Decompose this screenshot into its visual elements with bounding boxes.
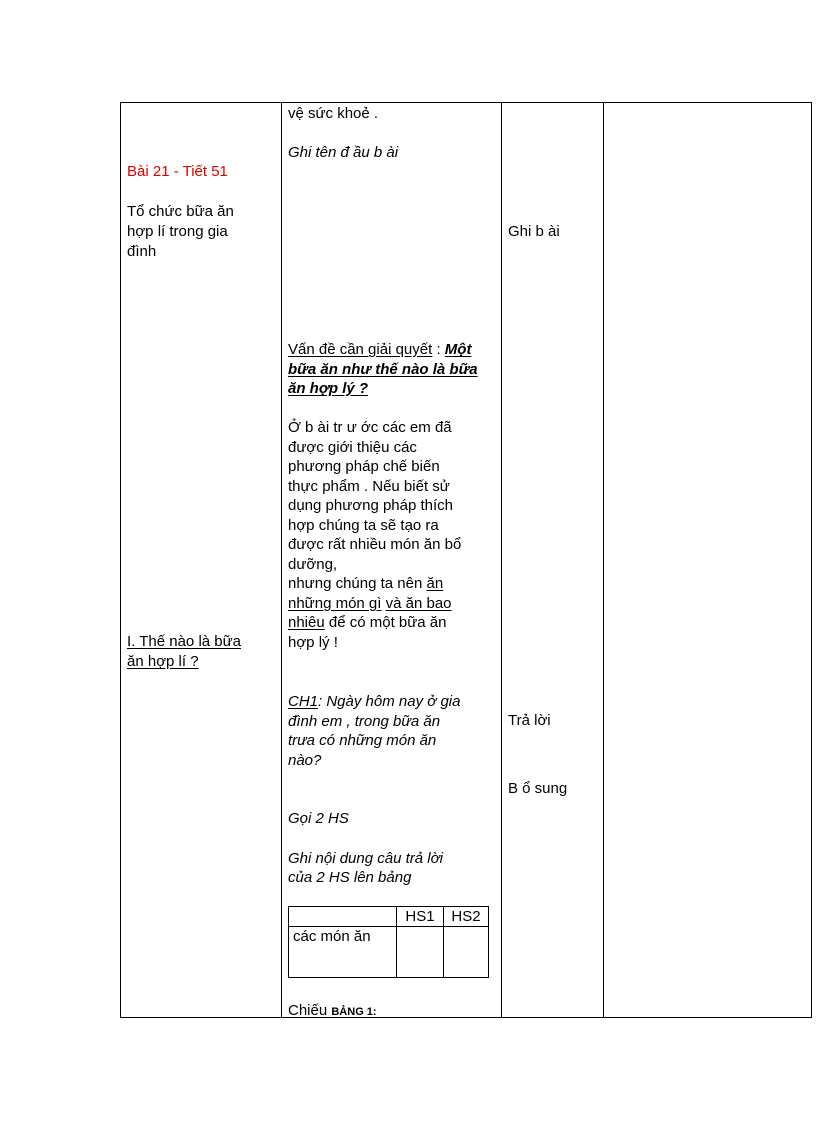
section-heading-line-1: I. Thế nào là bữa [127,633,242,650]
how-much-emphasis-2: nhiêu [288,614,325,631]
lesson-title: Bài 21 - Tiết 51 [127,163,228,180]
intro-line-5: dụng phương pháp thích [288,497,454,514]
supplement-activity: B ổ sung [508,780,568,797]
intro-line-6: hợp chúng ta sẽ tạo ra [288,517,439,534]
write-lesson: Ghi b ài [508,223,560,240]
section-heading-line-2: ăn hợp lí ? [127,653,199,670]
write-title-note: Ghi tên đ ầu b ài [288,144,399,161]
mini-table-row-label: các món ăn [289,927,397,978]
question-1-line-2: đình em , trong bữa ăn [288,713,441,730]
mini-table-header-hs2: HS2 [444,907,489,927]
continued-text: vệ sức khoẻ . [288,105,379,122]
intro-line-12: hợp lý ! [288,634,338,651]
what-emphasis: những món gì [288,595,382,612]
intro-line-2: được giới thiệu các [288,439,417,456]
mini-table-header-empty [289,907,397,927]
intro-line-1: Ở b ài tr ư ớc các em đã [288,419,452,436]
intro-line-10 [288,594,452,614]
topic-line-3: đình [127,243,157,260]
show-table-line [288,1001,377,1023]
call-students: Gọi 2 HS [288,810,349,827]
topic-line-2: hợp lí trong gia [127,223,228,240]
but-emphasis: ăn [426,575,444,592]
intro-line-7: được rất nhiều món ăn bổ [288,536,462,553]
intro-line-4: thực phẩm . Nếu biết sử [288,478,450,495]
topic-line-1: Tổ chức bữa ăn [127,203,234,220]
mini-table-cell-hs2 [444,927,489,978]
question-1-line-1 [288,692,461,712]
problem-question-2: bữa ăn như thế nào là bữa [288,361,478,378]
question-1-text: : Ngày hôm nay ở gia [318,693,461,710]
note-line-2: của 2 HS lên bảng [288,869,412,886]
question-1-label: CH1 [288,693,319,710]
problem-question-3: ăn hợp lý ? [288,380,369,397]
problem-separator: : [432,341,445,358]
mini-table-header-hs1: HS1 [397,907,444,927]
mini-table-cell-hs1 [397,927,444,978]
student-answer-table [288,906,489,978]
intro-line-11 [288,613,446,633]
but-text: nhưng chúng ta nên [288,575,423,592]
question-1-line-3: trưa có những món ăn [288,732,437,749]
note-line-1: Ghi nội dung câu trả lời [288,850,443,867]
show-prefix: Chiếu [288,1002,332,1019]
intro-line-8: dưỡng, [288,556,338,573]
answer-activity: Trả lời [508,712,551,729]
problem-line-1 [288,340,471,360]
problem-label: Vấn đề cần giải quyết [288,341,433,358]
column-divider-3 [603,102,604,1018]
show-table-name: BẢNG 1: [331,1006,377,1018]
how-much-emphasis: và ăn bao [385,595,452,612]
column-divider-1 [281,102,282,1018]
intro-rest: để có một bữa ăn [324,614,447,631]
problem-question-1: Một [444,341,472,358]
column-divider-2 [501,102,502,1018]
intro-line-9 [288,574,443,594]
intro-line-3: phương pháp chế biến [288,458,440,475]
question-1-line-4: nào? [288,752,322,769]
